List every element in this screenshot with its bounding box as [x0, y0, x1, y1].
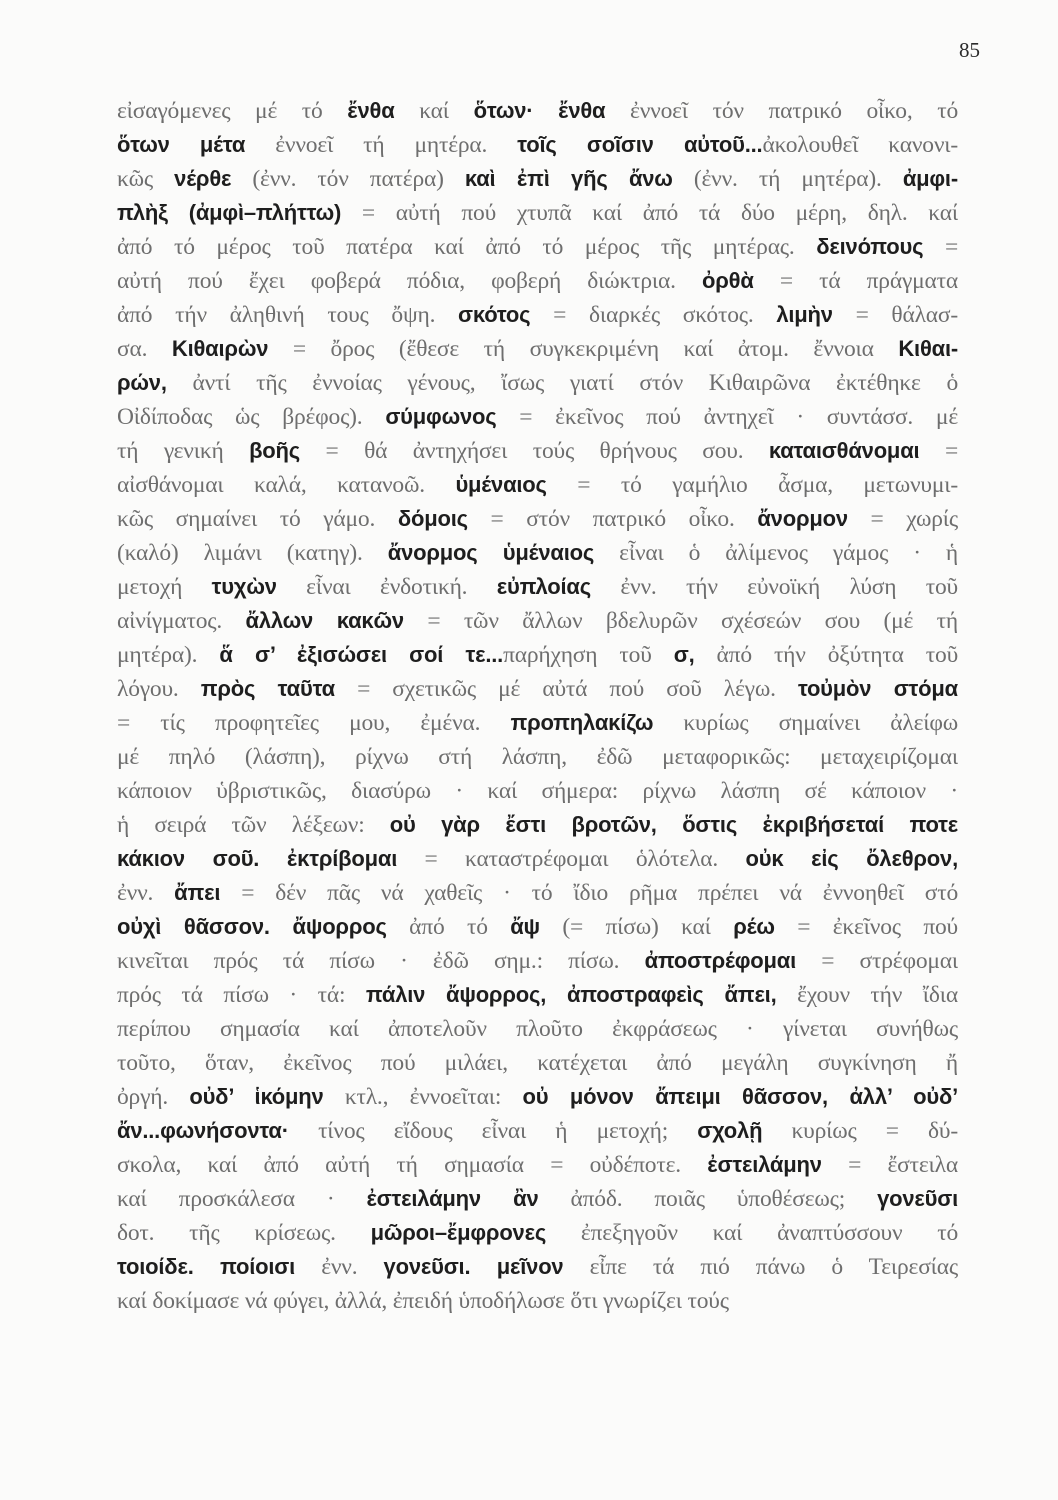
lemma-term: ἄνορμος ὑμέναιος [387, 540, 595, 565]
lemma-term: οὐδ’ ἱκόμην [189, 1084, 324, 1109]
text-line [117, 944, 958, 978]
gloss-text: αἰσθάνομαι καλά, κατανοῶ. [117, 472, 456, 498]
gloss-text: κτλ., ἐννοεῖται: [323, 1084, 523, 1110]
page-number: 85 [959, 38, 980, 62]
gloss-text: = τῶν ἄλλων βδελυρῶν σχέσεών σου (μέ τή [403, 608, 958, 634]
lemma-term: ἄνορμον [757, 506, 848, 531]
text-line [117, 1012, 958, 1046]
text-line [117, 502, 958, 536]
gloss-text: ἀκολουθεῖ κανονι- [762, 132, 958, 158]
text-line [117, 196, 958, 230]
text-line [117, 332, 958, 366]
lemma-term: οὐ μόνον ἄπειμι θᾶσσον, ἀλλ’ οὐδ’ [522, 1084, 958, 1109]
text-line [117, 1216, 958, 1250]
lemma-term: προπηλακίζω [510, 710, 654, 735]
gloss-text: σκολα, καί ἀπό αὐτή τή σημασία = οὐδέποτε. [117, 1152, 708, 1178]
lemma-term: οὐκ εἰς ὄλεθρον, [745, 846, 958, 871]
gloss-text: ἀπό τήν ὀξύτητα τοῦ [694, 642, 958, 668]
text-line [117, 230, 958, 264]
gloss-text: = [919, 438, 958, 464]
gloss-text: ἀπό τήν ἀληθινή τους ὄψη. [117, 302, 459, 328]
text-line [117, 128, 958, 162]
gloss-text: ἡ σειρά τῶν λέξεων: [117, 812, 390, 838]
lemma-term: τυχὼν [211, 574, 277, 599]
gloss-text: = χωρίς [847, 506, 958, 532]
text-line [117, 672, 958, 706]
gloss-text: ἔχουν τήν ἴδια [776, 982, 958, 1008]
gloss-text: κινεῖται πρός τά πίσω · ἐδῶ σημ.: πίσω. [117, 948, 645, 974]
gloss-text: = τίς προφητεῖες μου, ἐμένα. [117, 710, 511, 736]
lemma-term: ἐστειλάμην ἂν [366, 1186, 539, 1211]
lemma-term: τοιοίδε. ποίοισι [117, 1254, 296, 1279]
gloss-text: ἐπεξηγοῦν καί ἀναπτύσσουν τό [546, 1220, 958, 1246]
lemma-term: ἄν...φωνήσοντα· [117, 1118, 289, 1143]
gloss-text: = καταστρέφομαι ὁλότελα. [397, 846, 746, 872]
text-line [117, 468, 958, 502]
lemma-term: σύμφωνος [385, 404, 497, 429]
gloss-text: = θά ἀντηχήσει τούς θρήνους σου. [300, 438, 769, 464]
gloss-text: εἰσαγόμενες μέ τό [117, 98, 348, 124]
lemma-term: σκότος [458, 302, 531, 327]
text-line [117, 162, 958, 196]
lemma-term: σ, [673, 642, 695, 667]
gloss-text: = ὄρος (ἔθεσε τή συγκεκριμένη καί ἀτομ. ἔννοια [268, 336, 899, 362]
text-line [117, 706, 958, 740]
lemma-term: μῶροι–ἔμφρονες [370, 1220, 547, 1245]
gloss-text: = διαρκές σκότος. [530, 302, 777, 328]
lemma-term: ὑμέναιος [455, 472, 547, 497]
gloss-text: εἶπε τά πιό πάνω ὁ Τειρεσίας [563, 1254, 958, 1280]
lemma-term: καταισθάνομαι [768, 438, 920, 463]
lemma-term: ὅτων μέτα [117, 132, 246, 157]
gloss-text: εἶναι ἐνδοτική. [276, 574, 497, 600]
gloss-text: (καλό) λιμάνι (κατηγ). [117, 540, 388, 566]
text-line [117, 978, 958, 1012]
lemma-term: ἀποστρέφομαι [644, 948, 797, 973]
text-line [117, 1250, 958, 1284]
gloss-text: = τό γαμήλιο ἆσμα, μετωνυμι- [546, 472, 958, 498]
text-line [117, 604, 958, 638]
lemma-term: λιμὴν [776, 302, 833, 327]
lemma-term: σχολῇ [697, 1118, 763, 1143]
gloss-text: ὀργή. [117, 1084, 190, 1110]
lemma-term: οὐ γὰρ ἔστι βροτῶν, ὅστις ἐκριβήσεταί ποτε [389, 812, 958, 837]
lemma-term: γονεῦσι. μεῖνον [383, 1254, 564, 1279]
gloss-text: (ἐνν. τή μητέρα). [672, 166, 903, 192]
gloss-text: = στόν πατρικό οἶκο. [467, 506, 758, 532]
gloss-text: μέ πηλό (λάσπη), ρίχνω στή λάσπη, ἐδῶ μεταφορικῶς: μεταχειρίζομαι [117, 744, 958, 770]
gloss-text: κάποιον ὑβριστικῶς, διασύρω · καί σήμερα: ρίχνω λάσπη σέ κάποιον · [117, 778, 958, 804]
gloss-text: = ἐκεῖνος πού [774, 914, 958, 940]
gloss-text: κυρίως σημαίνει ἀλείφω [653, 710, 958, 736]
gloss-text: ἐνν. [295, 1254, 384, 1280]
gloss-text: = [923, 234, 958, 260]
gloss-text: περίπου σημασία καί ἀποτελοῦν πλοῦτο ἐκφράσεως · γίνεται συνήθως [117, 1016, 958, 1042]
gloss-text: ἐννοεῖ τή μητέρα. [245, 132, 518, 158]
gloss-text: = τά πράγματα [753, 268, 958, 294]
gloss-text: = αὐτή πού χτυπᾶ καί ἀπό τά δύο μέρη, δηλ. καί [341, 200, 958, 226]
gloss-text: κῶς σημαίνει τό γάμο. [117, 506, 398, 532]
text-line [117, 1284, 958, 1318]
lemma-term: πάλιν ἄψορρος, ἀποστραφεὶς ἄπει, [365, 982, 777, 1007]
lemma-term: δόμοις [397, 506, 468, 531]
lemma-term: ἐστειλάμην [707, 1152, 822, 1177]
lemma-term: ἄψ [510, 914, 540, 939]
gloss-text: (ἐνν. τόν πατέρα) [231, 166, 465, 192]
gloss-text: (= πίσω) καί [539, 914, 734, 940]
commentary-text [117, 94, 958, 1318]
gloss-text: ἐννοεῖ τόν πατρικό οἶκο, τό [605, 98, 958, 124]
lemma-term: ἄλλων κακῶν [245, 608, 404, 633]
text-line [117, 434, 958, 468]
gloss-text: Οἰδίποδας ὡς βρέφος). [117, 404, 386, 430]
gloss-text: κῶς [117, 166, 175, 192]
gloss-text: ἀπόδ. ποιᾶς ὑποθέσεως; [538, 1186, 878, 1212]
lemma-term: γονεῦσι [877, 1186, 958, 1211]
text-line [117, 808, 958, 842]
gloss-text: ἐνν. [117, 880, 175, 906]
text-line [117, 570, 958, 604]
lemma-term: ρών, [117, 370, 167, 395]
gloss-text: τίνος εἴδους εἶναι ἡ μετοχή; [288, 1118, 698, 1144]
text-line [117, 264, 958, 298]
lemma-term: νέρθε [174, 166, 232, 191]
lemma-term: οὐχὶ θᾶσσον. ἄψορρος [117, 914, 387, 939]
lemma-term: ἄπει [174, 880, 221, 905]
gloss-text: μητέρα). [117, 642, 220, 668]
gloss-text: = ἐκεῖνος πού ἀντηχεῖ · συντάσσ. μέ [496, 404, 958, 430]
lemma-term: ὅτων· [473, 98, 534, 123]
lemma-term: κάκιον σοῦ. ἐκτρίβομαι [117, 846, 398, 871]
text-line [117, 94, 958, 128]
gloss-text: κυρίως = δύ- [762, 1118, 958, 1144]
text-line [117, 910, 958, 944]
gloss-text: τοῦτο, ὅταν, ἐκεῖνος πού μιλάει, κατέχεται ἀπό μεγάλη συγκίνηση ἤ [117, 1050, 958, 1076]
gloss-text: καί δοκίμασε νά φύγει, ἀλλά, ἐπειδή ὑποδήλωσε ὅτι γνωρίζει τούς [117, 1288, 729, 1314]
lemma-term: καὶ ἐπὶ γῆς ἄνω [464, 166, 673, 191]
lemma-term: τοὐμὸν στόμα [797, 676, 958, 701]
text-line [117, 1182, 958, 1216]
lemma-term: ἔνθα [558, 98, 606, 123]
lemma-term: ἀμφι- [902, 166, 958, 191]
gloss-text: καί προσκάλεσα · [117, 1186, 367, 1212]
gloss-text: καί [394, 98, 474, 124]
text-line [117, 400, 958, 434]
text-line [117, 842, 958, 876]
gloss-text [533, 98, 558, 124]
gloss-text: ἀπό τό [386, 914, 511, 940]
lemma-term: δεινόπους [816, 234, 924, 259]
gloss-text: ἀπό τό μέρος τοῦ πατέρα καί ἀπό τό μέρος τῆς μητέρας. [117, 234, 817, 260]
lemma-term: βοῆς [249, 438, 301, 463]
gloss-text: = στρέφομαι [796, 948, 958, 974]
text-line [117, 638, 958, 672]
gloss-text: αἰνίγματος. [117, 608, 246, 634]
gloss-text: ἐνν. τήν εὐνοϊκή λύση τοῦ [590, 574, 958, 600]
gloss-text: πρός τά πίσω · τά: [117, 982, 366, 1008]
text-line [117, 1080, 958, 1114]
gloss-text: ἀντί τῆς ἐννοίας γένους, ἴσως γιατί στόν Κιθαιρῶνα ἐκτέθηκε ὁ [166, 370, 958, 396]
lemma-term: ὀρθὰ [702, 268, 754, 293]
lemma-term: ἔνθα [347, 98, 395, 123]
lemma-term: Κιθαιρὼν [171, 336, 269, 361]
gloss-text: δοτ. τῆς κρίσεως. [117, 1220, 371, 1246]
gloss-text: = σχετικῶς μέ αὐτά πού σοῦ λέγω. [334, 676, 798, 702]
lemma-term: πλὴξ (ἀμφὶ–πλήττω) [117, 200, 342, 225]
gloss-text: τή γενική [117, 438, 250, 464]
gloss-text: = ἔστειλα [821, 1152, 958, 1178]
text-line [117, 366, 958, 400]
lemma-term: ἅ σ’ ἐξισώσει σοί τε... [219, 642, 504, 667]
text-line [117, 1148, 958, 1182]
gloss-text: μετοχή [117, 574, 212, 600]
lemma-term: τοῖς σοῖσιν αὐτοῦ... [517, 132, 763, 157]
lemma-term: Κιθαι- [898, 336, 958, 361]
text-line [117, 1046, 958, 1080]
text-line [117, 1114, 958, 1148]
gloss-text: αὐτή πού ἔχει φοβερά πόδια, φοβερή διώκτρια. [117, 268, 703, 294]
gloss-text: εἶναι ὁ ἀλίμενος γάμος · ἡ [594, 540, 958, 566]
gloss-text: λόγου. [117, 676, 201, 702]
text-line [117, 876, 958, 910]
text-line [117, 774, 958, 808]
gloss-text: σα. [117, 336, 172, 362]
text-line [117, 298, 958, 332]
lemma-term: εὐπλοίας [496, 574, 591, 599]
text-line [117, 740, 958, 774]
gloss-text: = θάλασ- [832, 302, 958, 328]
gloss-text: παρήχηση τοῦ [503, 642, 674, 668]
gloss-text: = δέν πᾶς νά χαθεῖς · τό ἴδιο ρῆμα πρέπει νά ἐννοηθεῖ στό [220, 880, 958, 906]
lemma-term: ρέω [733, 914, 775, 939]
text-line [117, 536, 958, 570]
lemma-term: πρὸς ταῦτα [200, 676, 335, 701]
